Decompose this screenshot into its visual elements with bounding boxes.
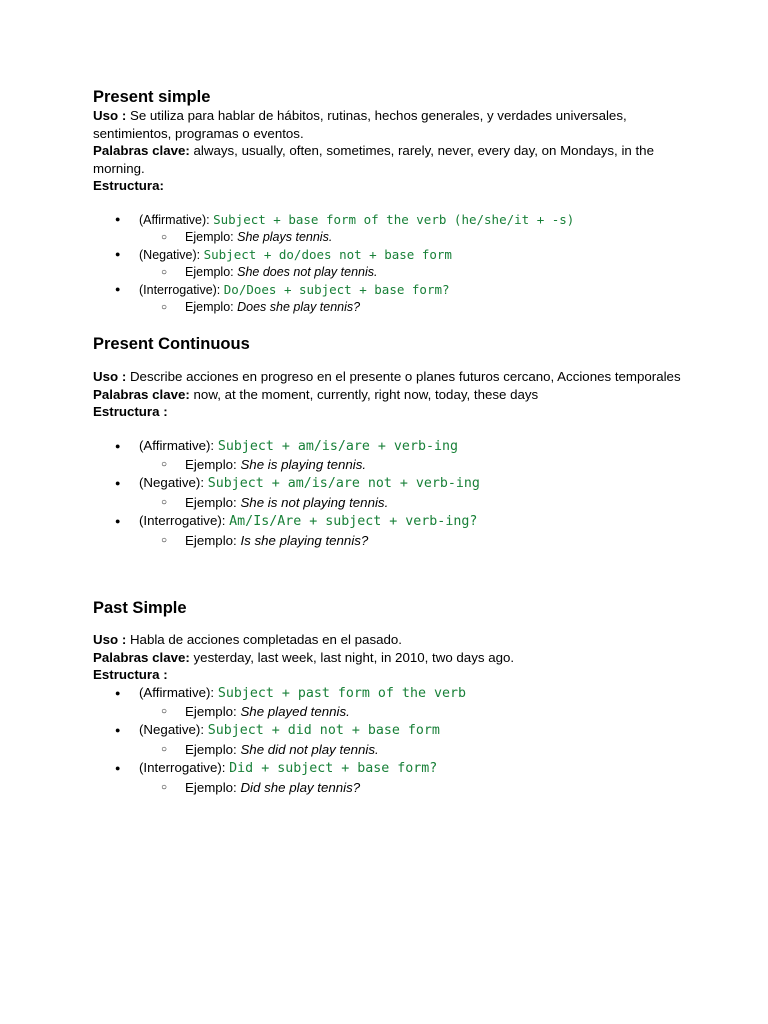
keywords-paragraph	[93, 386, 683, 404]
example-item: ○ Ejemplo: Does she play tennis?	[93, 299, 683, 316]
keywords-label: Palabras clave:	[93, 143, 190, 158]
list-item-interrogative: ● (Interrogative): Am/Is/Are + subject + verb-ing?	[93, 512, 683, 531]
keywords-text: now, at the moment, currently, right now, today, these days	[189, 386, 539, 402]
uso-label: Uso :	[93, 632, 127, 647]
list-item-affirmative: ● (Affirmative): Subject + am/is/are + verb-ing	[93, 437, 683, 456]
uso-paragraph	[93, 107, 683, 142]
example-item: ○ Ejemplo: She is playing tennis.	[93, 456, 683, 474]
keywords-paragraph	[93, 142, 683, 177]
formula: Am/Is/Are + subject + verb-ing?	[229, 514, 478, 530]
list-item-interrogative: ● (Interrogative): Do/Does + subject + base form?	[93, 281, 683, 299]
example-text: She played tennis.	[240, 703, 350, 719]
example-item: ○ Ejemplo: She did not play tennis.	[93, 741, 683, 759]
example-text: Does she play tennis?	[237, 299, 361, 314]
example-item: ○ Ejemplo: Is she playing tennis?	[93, 532, 683, 550]
uso-text: Describe acciones en progreso en el presente o planes futuros cercano, Acciones temporales	[126, 369, 681, 384]
uso-text: Se utiliza para hablar de hábitos, rutinas, hechos generales, y verdades universales, sentimientos, programas o eventos.	[93, 108, 627, 141]
uso-label: Uso :	[93, 369, 127, 384]
list-item-negative: ● (Negative): Subject + do/does not + base form	[93, 246, 683, 264]
keywords-paragraph	[93, 649, 683, 667]
formula: Subject + am/is/are + verb-ing	[217, 438, 458, 454]
structure-label: Estructura :	[93, 667, 168, 682]
example-text: Is she playing tennis?	[240, 532, 369, 548]
example-text: She plays tennis.	[237, 229, 333, 244]
uso-paragraph	[93, 368, 683, 386]
example-text: She did not play tennis.	[240, 741, 379, 757]
formula: Did + subject + base form?	[229, 761, 438, 777]
keywords-label: Palabras clave:	[93, 386, 190, 402]
keywords-text: always, usually, often, sometimes, rarely, never, every day, on Mondays, in the morning.	[93, 143, 654, 176]
uso-paragraph	[93, 631, 683, 649]
formula: Subject + base form of the verb (he/she/it + -s)	[213, 211, 575, 227]
formula: Subject + past form of the verb	[217, 685, 466, 701]
example-item: ○ Ejemplo: Did she play tennis?	[93, 779, 683, 797]
uso-text: Habla de acciones completadas en el pasado.	[126, 632, 402, 647]
keywords-label: Palabras clave:	[93, 649, 190, 665]
structure-label: Estructura:	[93, 178, 164, 193]
example-item: ○ Ejemplo: She does not play tennis.	[93, 264, 683, 281]
list-item-affirmative: ● (Affirmative): Subject + past form of the verb	[93, 684, 683, 703]
uso-label: Uso :	[93, 108, 127, 123]
section-past-simple	[93, 598, 683, 797]
structure-label: Estructura :	[93, 404, 168, 419]
section-title: Present Continuous	[93, 335, 250, 353]
list-item-negative: ● (Negative): Subject + am/is/are not + verb-ing	[93, 474, 683, 493]
example-item: ○ Ejemplo: She played tennis.	[93, 703, 683, 721]
list-item-interrogative: ● (Interrogative): Did + subject + base form?	[93, 759, 683, 778]
formula: Subject + do/does not + base form	[203, 246, 452, 262]
formula: Subject + am/is/are not + verb-ing	[207, 476, 480, 492]
example-text: Did she play tennis?	[240, 779, 361, 795]
list-item-negative: ● (Negative): Subject + did not + base form	[93, 721, 683, 740]
section-present-simple	[93, 87, 683, 316]
formula: Subject + did not + base form	[207, 723, 440, 739]
example-item: ○ Ejemplo: She plays tennis.	[93, 229, 683, 246]
example-text: She is not playing tennis.	[240, 494, 389, 510]
keywords-text: yesterday, last week, last night, in 2010, two days ago.	[189, 649, 515, 665]
example-item: ○ Ejemplo: She is not playing tennis.	[93, 494, 683, 512]
section-title: Present simple	[93, 88, 211, 106]
section-present-continuous	[93, 334, 683, 550]
example-text: She does not play tennis.	[237, 264, 378, 279]
section-title: Past Simple	[93, 599, 187, 617]
formula: Do/Does + subject + base form?	[223, 281, 450, 297]
example-text: She is playing tennis.	[240, 456, 367, 472]
list-item-affirmative: ● (Affirmative): Subject + base form of the verb (he/she/it + -s)	[93, 211, 683, 229]
